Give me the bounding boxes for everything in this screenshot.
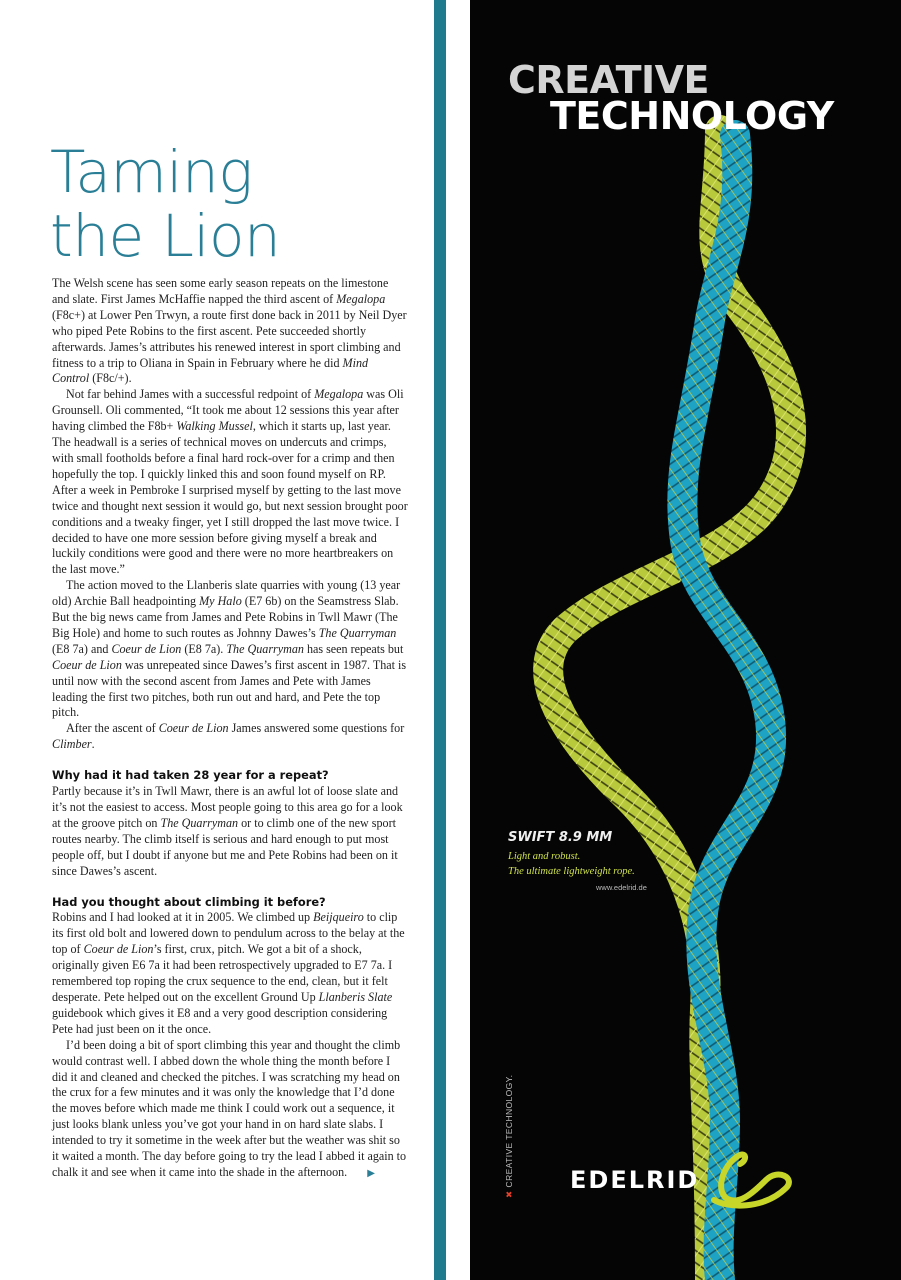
article-body: [52, 276, 408, 1182]
article-paragraph: Robins and I had looked at it in 2005. We climbed up Beijqueiro to clip its first old bolt and lowered down to pendulum across to the belay at the top of Coeur de Lion’s first, crux, pitch. We got a bit of a shock, originally given E6 7a it had been retrospectively upgraded to E7 7a. I remembered top roping the crux sequence to the end, clean, but it felt desperate. Pete helped out on the excellent Ground Up Llanberis Slate guidebook which gives it E8 and a very good description considering Pete had just been on it the once.: [52, 910, 405, 1036]
brand-dots-icon: ✖: [504, 1190, 514, 1198]
article-subheading: Had you thought about climbing it before?: [52, 894, 326, 909]
article-paragraph: After the ascent of Coeur de Lion James answered some questions for Climber.: [52, 721, 405, 752]
product-info: [508, 830, 647, 892]
article-subheading: Why had it had taken 28 year for a repeat?: [52, 768, 329, 783]
ad-headline-line-1: CREATIVE: [508, 58, 709, 102]
edelrid-advertisement: [470, 0, 901, 1280]
vertical-slogan: [504, 1074, 515, 1198]
brand-wordmark: EDELRID: [570, 1166, 700, 1194]
teal-divider-bar: [434, 0, 446, 1280]
article-paragraph: Partly because it’s in Twll Mawr, there is an awful lot of loose slate and it’s not the easiest to access. Most people going to this area go for a look at the groove pitch on The Quarryman or to climb one of the new sport routes nearby. The climb itself is serious and hard enough to put most people off, but I doubt if anyone but me and Pete Robins had been on it since Dawes’s ascent.: [52, 784, 403, 878]
brand-url[interactable]: www.edelrid.de: [596, 883, 647, 892]
product-tagline-2: The ultimate lightweight rope.: [508, 866, 635, 877]
article-paragraph: The action moved to the Llanberis slate quarries with young (13 year old) Archie Ball headpointing My Halo (E7 6b) on the Seamstress Slab. But the big news came from James and Pete Robins in Twll Mawr (The Big Hole) and home to such routes as Johnny Dawes’s The Quarryman (E8 7a) and Coeur de Lion (E8 7a). The Quarryman has seen repeats but Coeur de Lion was unrepeated since Dawes’s first ascent in 1987. That is until now with the second ascent from James and Pete with James leading the first two pitches, both run out and hard, and Pete the top pitch.: [52, 578, 407, 720]
headline-line-2: the Lion: [50, 202, 281, 270]
article-column: [0, 0, 434, 1280]
article-headline: [50, 140, 420, 268]
rope-illustration: [470, 0, 901, 1280]
product-name: SWIFT 8.9 MM: [508, 830, 613, 845]
vertical-slogan-text: CREATIVE TECHNOLOGY.: [504, 1074, 514, 1188]
end-of-article-arrow-icon: ▶: [367, 1167, 375, 1179]
article-paragraph: Not far behind James with a successful redpoint of Megalopa was Oli Grounsell. Oli commented, “It took me about 12 sessions this year after having climbed the F8b+ Walking Mussel, which it starts up, last year. The headwall is a series of technical moves on undercuts and crimps, with small footholds before a final hard rock-over for a crimp and then hopefully the top. I quickly linked this and soon found myself on RP. After a week in Pembroke I surprised myself by getting to the last move twice and thought next session it would go, but next session brought poor conditions and a tweaky finger, yet I still dropped the last move twice. I decided to have one more session before giving myself a break and luckily conditions were good and there were no more heartbreakers on the last move.”: [52, 387, 408, 577]
ad-headline: [508, 58, 834, 138]
edelrid-e-logo-icon: [708, 1148, 798, 1218]
headline-line-1: Taming: [50, 138, 253, 206]
article-paragraph: I’d been doing a bit of sport climbing this year and thought the climb would contrast well. I abbed down the whole thing the month before I did it and cleaned and checked the pitches. I was scratching my head on the crux for a few minutes and it was only the knowledge that I’d done the moves before which made me think I could work out a sequence, it just looks blank unless you’ve got your hand in on hard slate slabs. I intended to try it sometime in the week after but the weather was shit so it waited a month. The day before going to try the lead I abbed it again to chalk it and see when it came into the shade in the afternoon. ▶: [52, 1038, 408, 1182]
article-paragraph: The Welsh scene has seen some early season repeats on the limestone and slate. First James McHaffie napped the third ascent of Megalopa (F8c+) at Lower Pen Trwyn, a route first done back in 2011 by Neil Dyer who piped Pete Robins to the first ascent. Pete succeeded shortly afterwards. James’s attributes his renewed interest in sport climbing and fitness to a trip to Oliana in Spain in February where he did Mind Control (F8c/+).: [52, 276, 407, 386]
ad-headline-line-2: TECHNOLOGY: [550, 94, 834, 138]
product-tagline-1: Light and robust.: [508, 851, 581, 862]
